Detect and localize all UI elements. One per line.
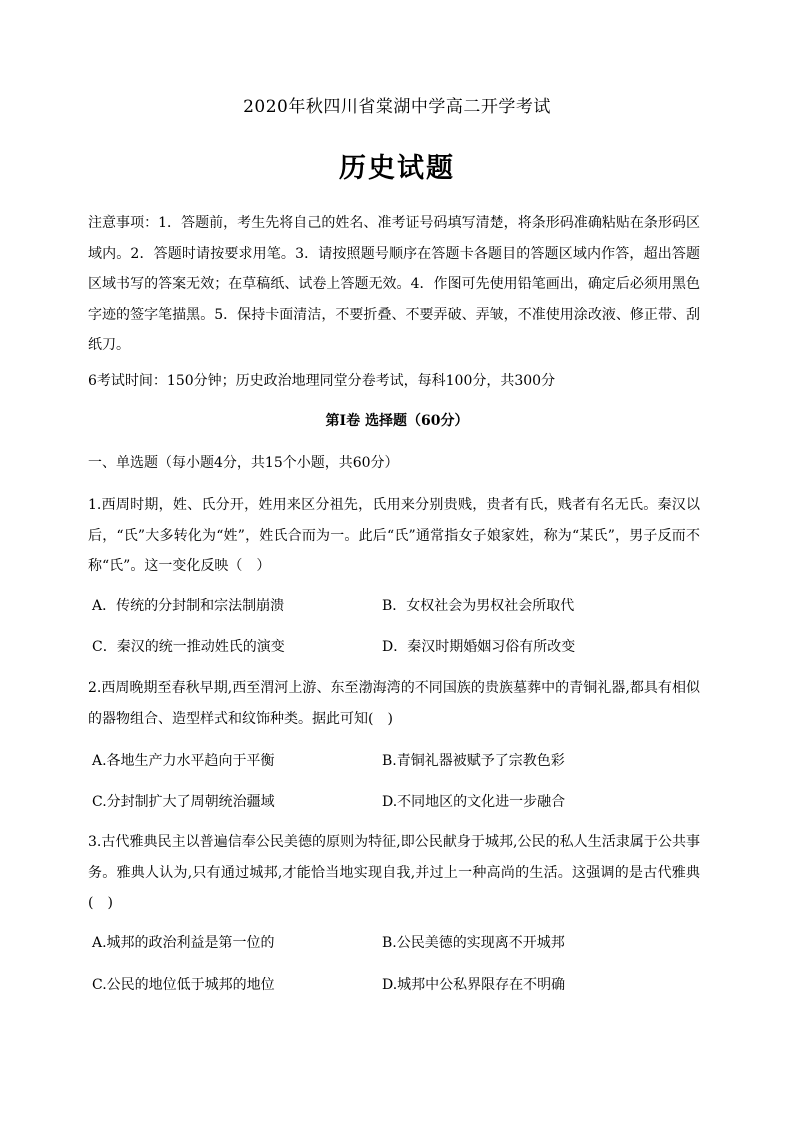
exam-time-line: 6考试时间：150分钟；历史政治地理同堂分卷考试，每科100分，共300分 xyxy=(88,373,556,389)
exam-title: 2020年秋四川省棠湖中学高二开学考试 xyxy=(243,97,551,117)
part-title: 一、单选题（每小题4分，共15个小题，共60分） xyxy=(88,455,399,471)
question-2-option-d: D.不同地区的文化进一步融合 xyxy=(382,794,566,810)
section-title: 第I卷 选择题（60分） xyxy=(325,413,469,429)
question-1-stem: 1.西周时期，姓、氏分开，姓用来区分祖先，氏用来分别贵贱，贵者有氏，贱者有名无氏。秦汉以后，“氏”大多转化为“姓”，姓氏合而为一。此后“氏”通常指女子娘家姓，称为“某氏”，男子反而不称“氏”。这一变化反映（ ） xyxy=(88,497,700,574)
question-1-option-b: B．女权社会为男权社会所取代 xyxy=(382,598,575,614)
question-3-option-b: B.公民美德的实现离不开城邦 xyxy=(382,935,565,951)
question-2-stem: 2.西周晚期至春秋早期,西至渭河上游、东至渤海湾的不同国族的贵族墓葬中的青铜礼器,都具有相似的器物组合、造型样式和纹饰种类。据此可知( ) xyxy=(88,680,700,727)
question-2-option-a: A.各地生产力水平趋向于平衡 xyxy=(92,753,275,769)
question-3-option-c: C.公民的地位低于城邦的地位 xyxy=(92,977,275,993)
question-1-option-c: C．秦汉的统一推动姓氏的演变 xyxy=(92,639,285,655)
question-3-option-d: D.城邦中公私界限存在不明确 xyxy=(382,977,566,993)
question-2-option-b: B.青铜礼器被赋予了宗教色彩 xyxy=(382,753,565,769)
question-1-option-d: D．秦汉时期婚姻习俗有所改变 xyxy=(382,639,576,655)
question-2-option-c: C.分封制扩大了周朝统治疆域 xyxy=(92,794,275,810)
question-3-option-a: A.城邦的政治利益是第一位的 xyxy=(92,935,275,951)
notes-paragraph: 注意事项：1．答题前，考生先将自己的姓名、准考证号码填写清楚，将条形码准确粘贴在条形码区域内。2．答题时请按要求用笔。3．请按照题号顺序在答题卡各题目的答题区域内作答，超出答题区域书写的答案无效；在草稿纸、试卷上答题无效。4．作图可先使用铅笔画出，确定后必须用黑色字迹的签字笔描黑。5．保持卡面清洁，不要折叠、不要弄破、弄皱，不准使用涂改液、修正带、刮纸刀。 xyxy=(88,215,700,353)
question-1-option-a: A．传统的分封制和宗法制崩溃 xyxy=(92,598,285,614)
subject-title: 历史试题 xyxy=(339,153,455,184)
question-3-stem: 3.古代雅典民主以普遍信奉公民美德的原则为特征,即公民献身于城邦,公民的私人生活隶属于公共事务。雅典人认为,只有通过城邦,才能恰当地实现自我,并过上一种高尚的生活。这强调的是古代雅典( ) xyxy=(88,834,700,911)
